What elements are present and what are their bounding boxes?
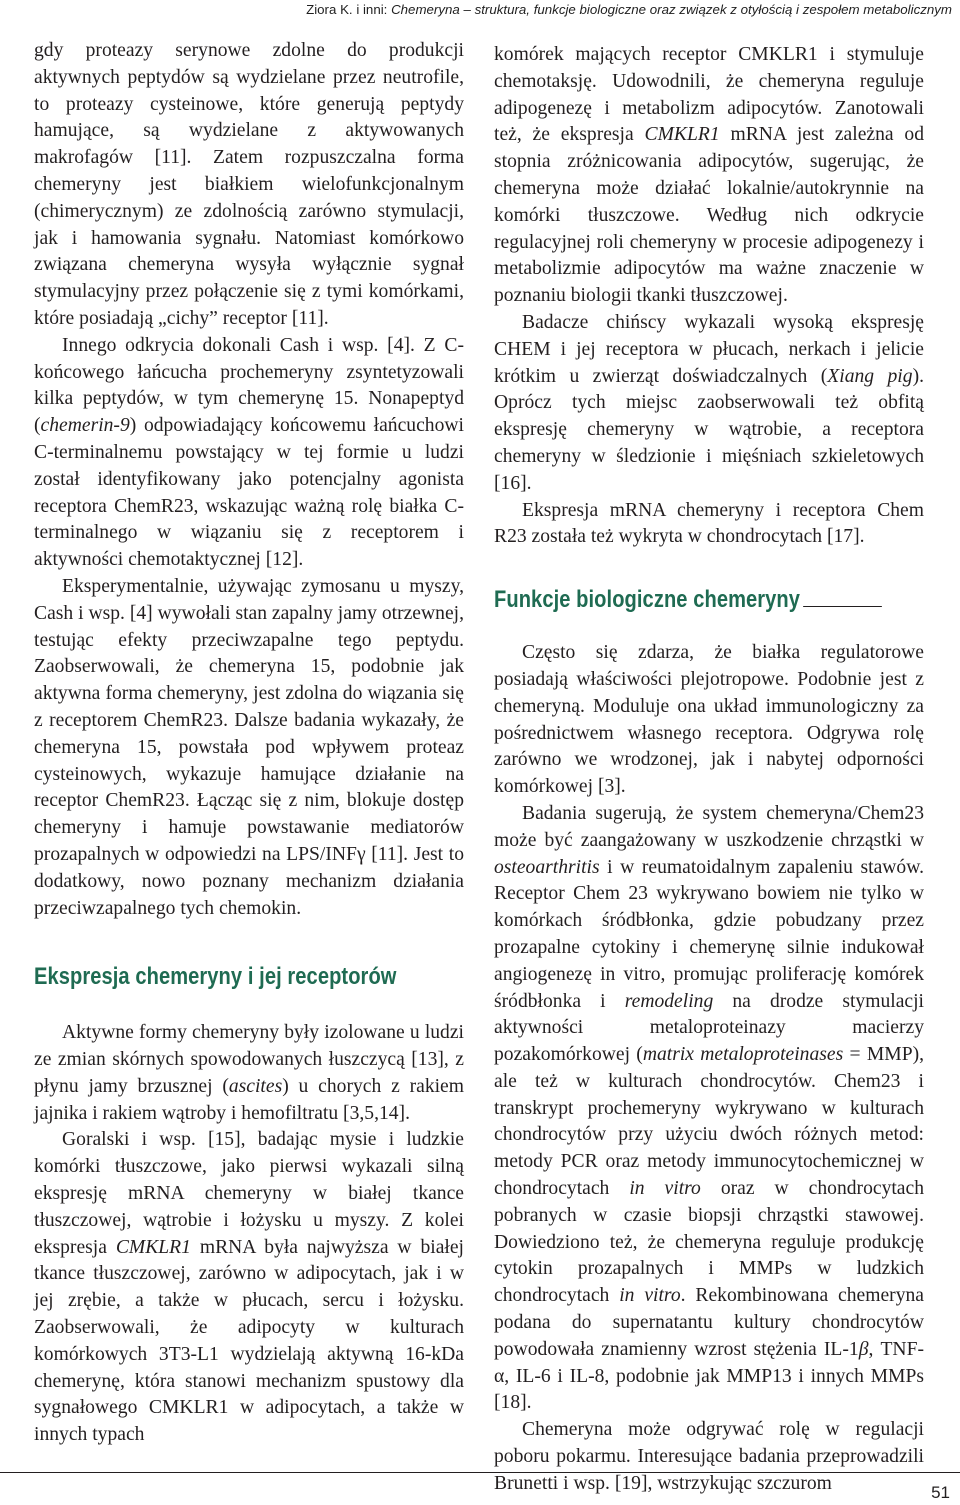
paragraph: Chemeryna może odgrywać rolę w regulacji poboru pokarmu. Interesujące badania przeprowadzili Brunetti i wsp. [19], wstrzykując szczurom	[494, 1419, 924, 1494]
paragraph: Ekspresja mRNA chemeryny i receptora Chem R23 została też wykryta w chondrocytach [17].	[494, 499, 924, 548]
heading-rule	[803, 606, 882, 607]
paragraph: komórek mających receptor CMKLR1 i stymuluje chemotaksję. Udowodnili, że chemeryna reguluje adipogenezę i metabolizm adipocytów. Zanotowali też, że ekspresja CMKLR1 mRNA jest zależna od stopnia zróżnicowania adipocytów, sugerując, że chemeryna może działać lokalnie/autokrynnie na komórki tłuszczowe. Według nich odkrycie regulacyjnej roli chemeryny w procesie adipogenezy i metabolizmie adipocytów ma ważne znaczenie w poznaniu biologii tkanki tłuszczowej.	[494, 44, 924, 307]
paragraph: Badacze chińscy wykazali wysoką ekspresję CHEM i jej receptora w płucach, nerkach i jelicie krótkim u zwierząt doświadczalnych (Xiang pig). Oprócz tych miejsc zaobserwowali też obfitą ekspresję chemeryny w wątrobie, a receptora chemeryny w śledzionie i mięśniach szkieletowych [16].	[494, 311, 924, 494]
paragraph: Często się zdarza, że białka regulatorowe posiadają właściwości plejotropowe. Podobnie jest z chemeryną. Moduluje ona układ immunologiczny za pośrednictwem własnego receptora. Odgrywa rolę zarówno we wrodzonej, jak i nabytej odporności komórkowej [3].	[494, 642, 924, 798]
footer-rule	[0, 1472, 960, 1473]
paragraph: gdy proteazy serynowe zdolne do produkcji aktywnych peptydów są wydzielane przez neutrofile, to proteazy cysteinowe, które generują peptydy hamujące, są wydzielane z aktywowanych makrofagów [11]. Zatem rozpuszczalna forma chemeryny jest białkiem wielofunkcjonalnym (chimerycznym) ze zdolnością zarówno stymulacji, jak i hamowania sygnału. Natomiast komórkowo związana chemeryna wysyła wyłącznie sygnał stymulacyjny przez połączenie się z tymi komórkami, które posiadają „cichy” receptor [11].	[34, 40, 464, 329]
section-heading: Funkcje biologiczne chemeryny	[494, 586, 847, 614]
paragraph: Badania sugerują, że system chemeryna/Chem23 może być zaangażowany w uszkodzenie chrząstki w osteoarthritis i w reumatoidalnym zapaleniu stawów. Receptor Chem 23 wykrywano bowiem nie tylko w komórkach śródbłonka, gdzie pobudzany przez prozapalne cytokiny i chemerynę silnie indukował angiogenezę in vitro, promując proliferację komórek śródbłonka i remodeling na drodze stymulacji aktywności metaloproteinazy macierzy pozakomórkowej (matrix metaloproteinases = MMP), ale też w kulturach chondrocytów. Chem23 i transkrypt prochemeryny wykrywano w kulturach chondrocytów przy użyciu dwóch różnych metod: metody PCR oraz metody immunocytochemicznej w chondrocytach in vitro oraz w chondrocytach pobranych w czasie biopsji chrząstki stawowej. Dowiedziono też, że chemeryna reguluje produkcję cytokin prozapalnych i MMPs w ludzkich chondrocytach in vitro. Rekombinowana chemeryna podana do supernatantu kultury chondrocytów powodowała znamienny wzrost stężenia IL-1β, TNF-α, IL-6 i IL-8, podobnie jak MMP13 i innych MMPs [18].	[494, 802, 925, 1414]
right-column	[494, 42, 924, 1498]
header-title: Chemeryna – struktura, funkcje biologiczne oraz związek z otyłością i zespołem metabolicznym	[391, 2, 952, 17]
paragraph: Aktywne formy chemeryny były izolowane u ludzi ze zmian skórnych spowodowanych łuszczycą [13], z płynu jamy brzusznej (ascites) u chorych z rakiem jajnika i rakiem wątroby i hemofiltratu [3,5,14].	[34, 1022, 464, 1124]
left-column	[34, 38, 464, 1449]
paragraph: Goralski i wsp. [15], badając mysie i ludzkie komórki tłuszczowe, jako pierwsi wykazali silną ekspresję mRNA chemeryny w białej tkance tłuszczowej, wątrobie i łożysku u myszy. Z kolei ekspresja CMKLR1 mRNA była najwyższa w białej tkance tłuszczowej, zarówno w adipocytach, jak i w jej zrębie, a także w płucach, sercu i łożysku. Zaobserwowali, że adipocyty w kulturach komórkowych 3T3-L1 wydzielają aktywną 16-kDa chemerynę, która stanowi mechanizm spustowy dla sygnałowego CMKLR1 w adipocytach, a także w innych typach	[34, 1129, 464, 1446]
section-heading: Ekspresja chemeryny i jej receptorów	[34, 963, 397, 991]
page-number: 51	[931, 1483, 950, 1502]
header-authors: Ziora K. i inni:	[306, 2, 392, 17]
paragraph: Innego odkrycia dokonali Cash i wsp. [4]. Z C-końcowego łańcucha prochemeryny zsyntetyzowali kilka peptydów, w tym chemerynę 15. Nonapeptyd (chemerin-9) odpowiadający końcowemu łańcuchowi C-terminalnemu powstający w tej formie u ludzi został identyfikowany jako potencjalny agonista receptora ChemR23, wskazując ważną rolę białka C-terminalnego w wiązaniu się z receptorem i aktywności chemotaktycznej [12].	[34, 334, 464, 571]
running-header	[300, 2, 952, 17]
paragraph: Eksperymentalnie, używając zymosanu u myszy, Cash i wsp. [4] wywołali stan zapalny jamy otrzewnej, testując efekty przeciwzapalne tego peptydu. Zaobserwowali, że chemeryna 15, podobnie jak aktywna forma chemeryny, jest zdolna do wiązania się z receptorem ChemR23. Dalsze badania wykazały, że chemeryna 15, powstała pod wpływem proteaz cysteinowych, wykazuje hamujące działanie na receptor ChemR23. Łącząc się z nim, blokuje dostęp chemeryny i hamuje powstawanie mediatorów prozapalnych w odpowiedzi na LPS/INFγ [11]. Jest to dodatkowy, nowo poznany mechanizm działania przeciwzapalnego tych chemokin.	[34, 575, 464, 919]
